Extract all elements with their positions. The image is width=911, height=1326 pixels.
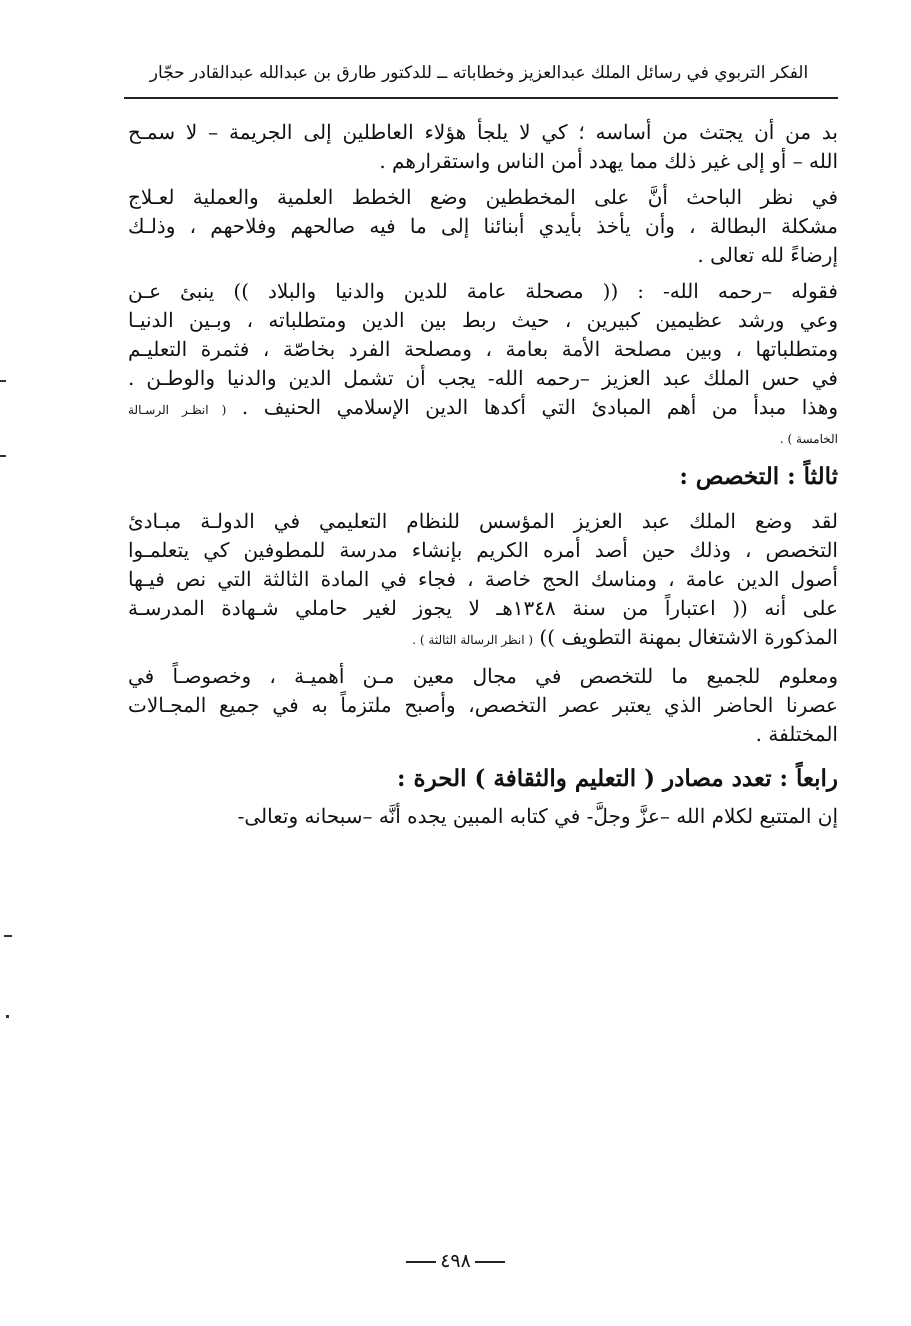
text-line: إن المتتبع لكلام الله –عزَّ وجلَّ- في كتابه المبين يجده أنَّه –سبحانه وتعالى- <box>237 804 838 828</box>
page-number-text: ٤٩٨ <box>440 1250 471 1272</box>
paragraph-5 <box>128 662 838 749</box>
text-line: لقد وضع الملك عبد العزيز المؤسس للنظام التعليمي في الدولـة مبـادئ <box>128 509 838 533</box>
text-line: في نظر الباحث أنَّ على المخططين وضع الخطط العلمية والعملية لعـلاج <box>128 185 838 209</box>
paragraph-4 <box>128 507 838 655</box>
page-body <box>128 118 838 831</box>
text-line: ومتطلباتها ، وبين مصلحة الأمة بعامة ، ومصلحة الفرد بخاصّة ، فثمرة التعليـم <box>128 337 838 361</box>
section-heading-specialization: ثالثاً : التخصص : <box>679 463 838 490</box>
paragraph-3 <box>128 277 838 454</box>
citation: ( انظـر الرسـالة <box>128 403 227 417</box>
text-line: على أنه (( اعتباراً من سنة ١٣٤٨هـ لا يجوز لغير حاملي شـهادة المدرسـة <box>128 596 838 620</box>
running-header: الفكر التربوي في رسائل الملك عبدالعزيز وخطاباته ــ للدكتور طارق بن عبدالله عبدالقادر حجّار <box>149 63 809 83</box>
text-line: المختلفة . <box>755 722 838 746</box>
citation: ( انظر الرسالة الثالثة ) . <box>412 633 534 647</box>
text-line-with-citation <box>128 393 838 425</box>
text-segment: وهذا مبدأ من أهم المبادئ التي أكدها الدين الإسلامي الحنيف . <box>241 395 838 419</box>
text-line: بد من أن يجتث من أساسه ؛ كي لا يلجأ هؤلاء العاطلين إلى الجريمة – لا سمـح <box>128 120 838 144</box>
text-line: مشكلة البطالة ، وأن يأخذ بأيدي أبنائنا إلى ما فيه صالحهم وفلاحهم ، وذلـك <box>128 214 838 238</box>
paragraph-2 <box>128 183 838 270</box>
text-line: الله – أو إلى غير ذلك مما يهدد أمن الناس واستقرارهم . <box>379 149 838 173</box>
header-rule <box>124 97 838 99</box>
text-line: إرضاءً لله تعالى . <box>697 243 838 267</box>
scan-edge-mark <box>0 380 6 382</box>
text-line-with-citation <box>128 623 838 655</box>
dash-left <box>475 1261 505 1263</box>
text-line: أصول الدين عامة ، ومناسك الحج خاصة ، فجاء في المادة الثالثة التي نص فيـها <box>128 567 838 591</box>
page-number <box>0 1250 911 1272</box>
section-heading-sources: رابعاً : تعدد مصادر ( التعليم والثقافة ) الحرة : <box>397 765 838 792</box>
text-line: ومعلوم للجميع ما للتخصص في مجال معين مـن أهميـة ، وخصوصـاً في <box>128 664 838 688</box>
dash-right <box>406 1261 436 1263</box>
scan-edge-mark <box>4 935 12 937</box>
paragraph-1 <box>128 118 838 176</box>
text-line: التخصص ، وذلك حين أصد أمره الكريم بإنشاء مدرسة للمطوفين كي يتعلمـوا <box>128 538 838 562</box>
scan-edge-mark <box>6 1015 9 1018</box>
citation-continued: الخامسة ) . <box>779 432 838 446</box>
text-line: في حس الملك عبد العزيز –رحمه الله- يجب أن تشمل الدين والدنيا والوطـن . <box>128 366 838 390</box>
text-line: وعي ورشد عظيمين كبيرين ، حيث ربط بين الدين ومتطلباته ، وبـين الدنيـا <box>128 308 838 332</box>
text-segment: المذكورة الاشتغال بمهنة التطويف )) <box>539 625 838 649</box>
scan-edge-mark <box>0 455 6 457</box>
text-line: فقوله –رحمه الله- : (( مصحلة عامة للدين والدنيا والبلاد )) ينبئ عـن <box>128 279 838 303</box>
paragraph-6 <box>128 802 838 831</box>
text-line: عصرنا الحاضر الذي يعتبر عصر التخصص، وأصبح ملتزماً به في جميع المجـالات <box>128 693 838 717</box>
